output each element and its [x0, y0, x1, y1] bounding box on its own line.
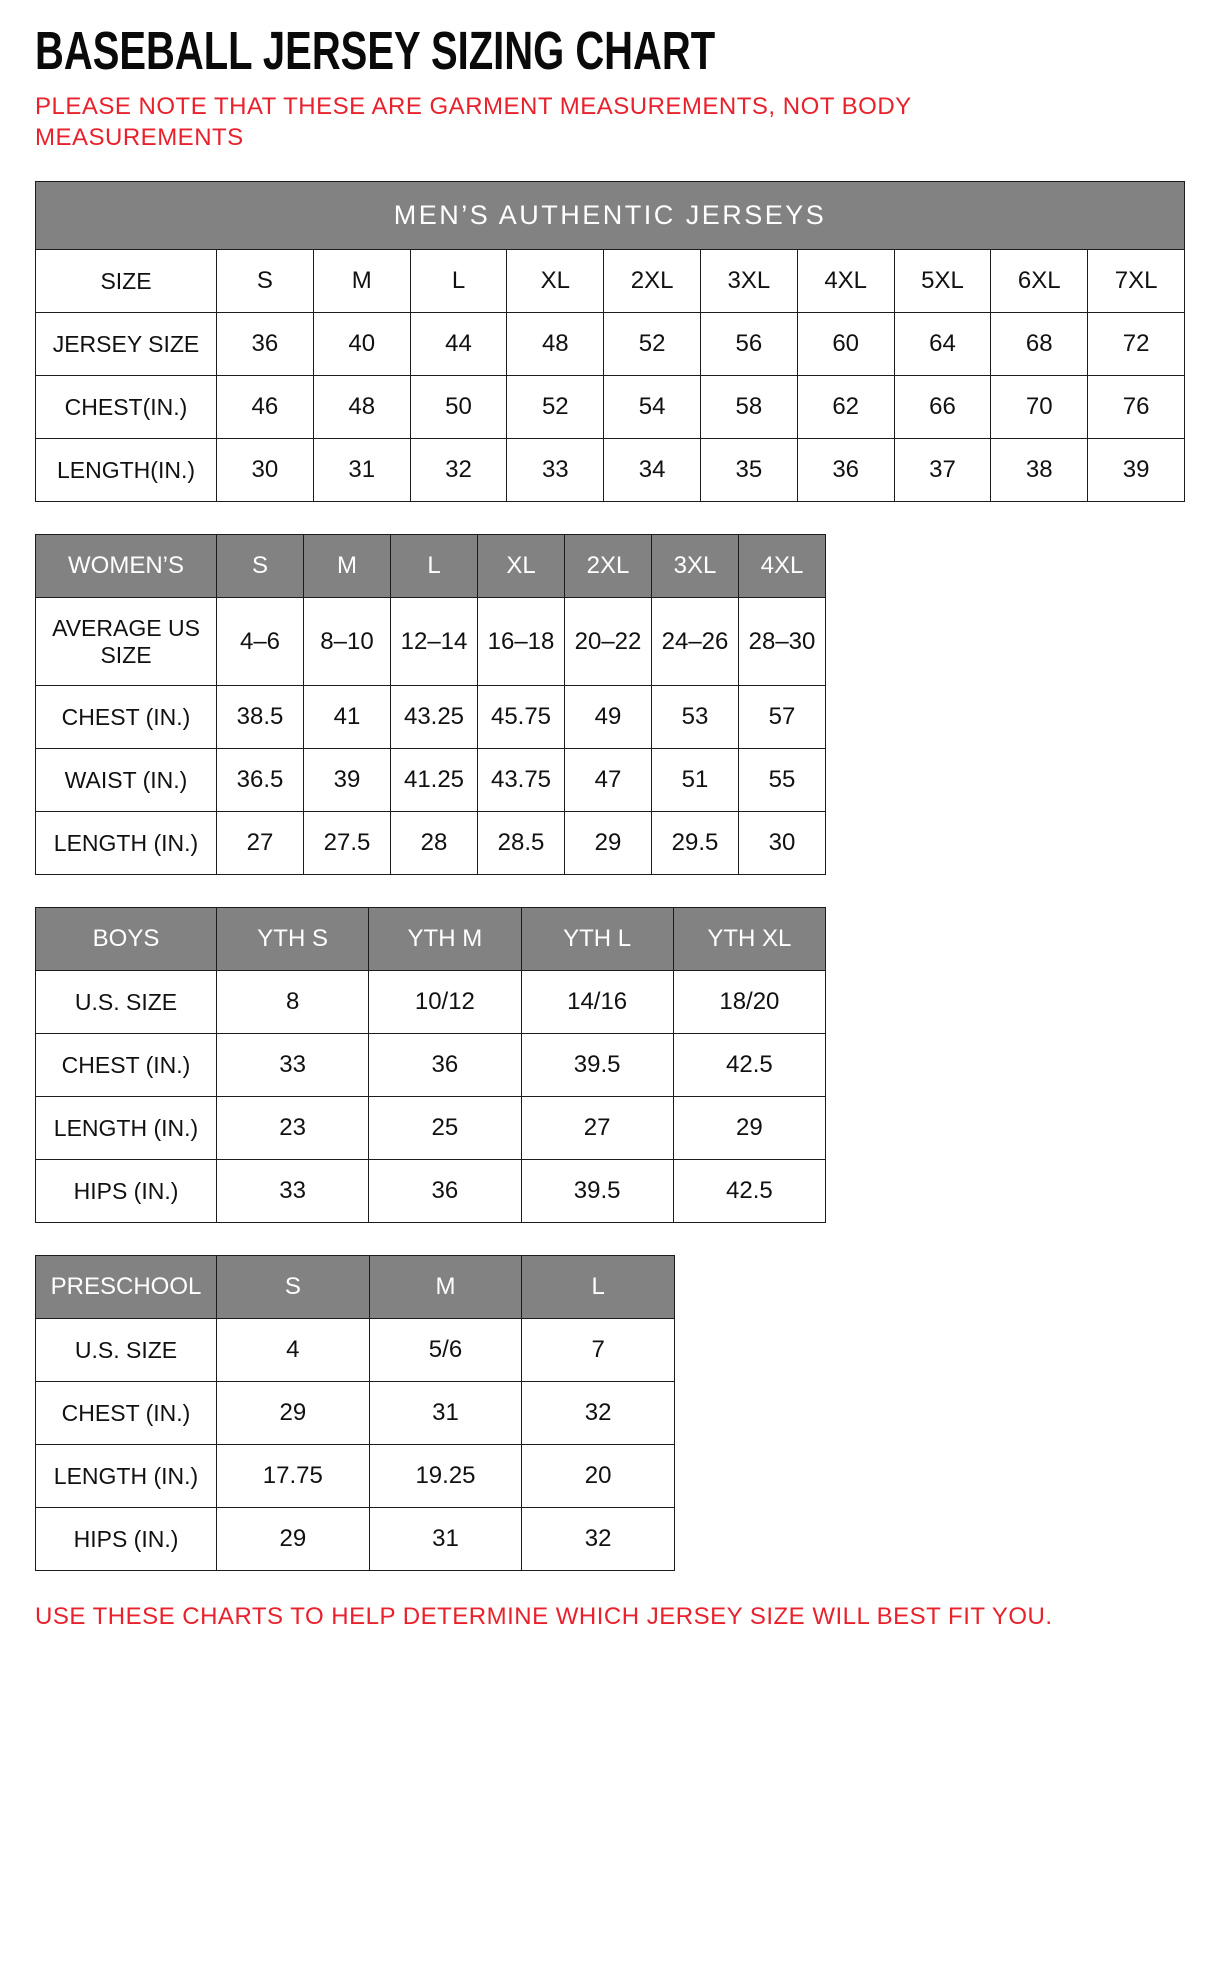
column-header: YTH XL [673, 908, 825, 971]
column-header: 2XL [565, 535, 652, 598]
table-cell: 52 [507, 376, 604, 439]
table-cell: 40 [313, 313, 410, 376]
table-cell: L [410, 250, 507, 313]
table-row [36, 1097, 826, 1160]
row-label: WAIST (IN.) [36, 749, 217, 812]
table-cell: 6XL [991, 250, 1088, 313]
womens-header-label: WOMEN’S [36, 535, 217, 598]
table-cell: 5/6 [369, 1319, 522, 1382]
table-cell: 28–30 [739, 598, 826, 686]
table-cell: 72 [1088, 313, 1185, 376]
table-row [36, 1034, 826, 1097]
boys-sizing-table [35, 907, 826, 1223]
preschool-header-row [36, 1256, 675, 1319]
table-cell: 4 [217, 1319, 370, 1382]
table-cell: 36 [369, 1034, 521, 1097]
table-cell: 24–26 [652, 598, 739, 686]
table-cell: 36 [217, 313, 314, 376]
column-header: M [369, 1256, 522, 1319]
table-cell: 50 [410, 376, 507, 439]
table-cell: 5XL [894, 250, 991, 313]
table-cell: 42.5 [673, 1160, 825, 1223]
boys-header-row [36, 908, 826, 971]
table-cell: 38.5 [217, 686, 304, 749]
column-header: L [522, 1256, 675, 1319]
row-label: AVERAGE US SIZE [36, 598, 217, 686]
row-label: LENGTH(IN.) [36, 439, 217, 502]
table-cell: 52 [604, 313, 701, 376]
table-cell: 27.5 [304, 812, 391, 875]
mens-table-title: MEN’S AUTHENTIC JERSEYS [36, 182, 1185, 250]
table-cell: 7 [522, 1319, 675, 1382]
row-label: CHEST(IN.) [36, 376, 217, 439]
row-label: LENGTH (IN.) [36, 1445, 217, 1508]
table-cell: 28.5 [478, 812, 565, 875]
table-cell: 43.75 [478, 749, 565, 812]
table-cell: 33 [507, 439, 604, 502]
womens-sizing-table [35, 534, 826, 875]
row-label: CHEST (IN.) [36, 1034, 217, 1097]
table-row [36, 812, 826, 875]
table-cell: 43.25 [391, 686, 478, 749]
table-cell: 66 [894, 376, 991, 439]
table-cell: 76 [1088, 376, 1185, 439]
column-header: 4XL [739, 535, 826, 598]
table-cell: 41.25 [391, 749, 478, 812]
column-header: 3XL [652, 535, 739, 598]
column-header: L [391, 535, 478, 598]
table-cell: 60 [797, 313, 894, 376]
table-cell: 16–18 [478, 598, 565, 686]
table-cell: 10/12 [369, 971, 521, 1034]
table-cell: 31 [369, 1508, 522, 1571]
table-cell: 70 [991, 376, 1088, 439]
table-cell: 56 [700, 313, 797, 376]
table-row [36, 971, 826, 1034]
table-cell: 58 [700, 376, 797, 439]
table-cell: 8 [217, 971, 369, 1034]
preschool-header-label: PRESCHOOL [36, 1256, 217, 1319]
column-header: S [217, 535, 304, 598]
table-cell: S [217, 250, 314, 313]
column-header: M [304, 535, 391, 598]
mens-title-row [36, 182, 1185, 250]
table-cell: 14/16 [521, 971, 673, 1034]
table-row [36, 1319, 675, 1382]
table-cell: 3XL [700, 250, 797, 313]
row-label: U.S. SIZE [36, 1319, 217, 1382]
table-cell: 29 [565, 812, 652, 875]
table-cell: 7XL [1088, 250, 1185, 313]
table-cell: 36 [797, 439, 894, 502]
row-label: HIPS (IN.) [36, 1160, 217, 1223]
table-cell: 34 [604, 439, 701, 502]
table-cell: 31 [369, 1382, 522, 1445]
table-cell: 2XL [604, 250, 701, 313]
table-cell: 68 [991, 313, 1088, 376]
table-row [36, 1508, 675, 1571]
table-cell: 41 [304, 686, 391, 749]
table-cell: 31 [313, 439, 410, 502]
table-cell: 8–10 [304, 598, 391, 686]
table-cell: 62 [797, 376, 894, 439]
mens-sizing-table [35, 181, 1185, 502]
table-cell: 32 [522, 1508, 675, 1571]
table-cell: 20–22 [565, 598, 652, 686]
table-cell: 27 [217, 812, 304, 875]
page-title [35, 21, 1185, 81]
table-row [36, 749, 826, 812]
table-cell: 39 [304, 749, 391, 812]
table-cell: 42.5 [673, 1034, 825, 1097]
page-title-text: BASEBALL JERSEY SIZING CHART [35, 21, 716, 81]
column-header: S [217, 1256, 370, 1319]
table-cell: 27 [521, 1097, 673, 1160]
table-cell: 35 [700, 439, 797, 502]
table-cell: 44 [410, 313, 507, 376]
row-label: HIPS (IN.) [36, 1508, 217, 1571]
table-cell: 37 [894, 439, 991, 502]
table-cell: 45.75 [478, 686, 565, 749]
row-label: CHEST (IN.) [36, 686, 217, 749]
table-cell: 4XL [797, 250, 894, 313]
column-header: YTH L [521, 908, 673, 971]
table-cell: 48 [507, 313, 604, 376]
table-cell: 55 [739, 749, 826, 812]
row-label: JERSEY SIZE [36, 313, 217, 376]
table-cell: 4–6 [217, 598, 304, 686]
table-cell: 57 [739, 686, 826, 749]
table-cell: 39.5 [521, 1160, 673, 1223]
table-row [36, 1382, 675, 1445]
table-cell: 33 [217, 1034, 369, 1097]
table-row [36, 250, 1185, 313]
table-cell: 39 [1088, 439, 1185, 502]
table-row [36, 313, 1185, 376]
boys-header-label: BOYS [36, 908, 217, 971]
table-cell: 30 [739, 812, 826, 875]
table-cell: 47 [565, 749, 652, 812]
table-cell: 29 [217, 1382, 370, 1445]
table-cell: 32 [522, 1382, 675, 1445]
row-label: SIZE [36, 250, 217, 313]
table-cell: 19.25 [369, 1445, 522, 1508]
table-cell: XL [507, 250, 604, 313]
womens-header-row [36, 535, 826, 598]
row-label: LENGTH (IN.) [36, 812, 217, 875]
table-row [36, 598, 826, 686]
table-row [36, 1160, 826, 1223]
table-cell: 23 [217, 1097, 369, 1160]
table-row [36, 686, 826, 749]
table-row [36, 1445, 675, 1508]
table-cell: 39.5 [521, 1034, 673, 1097]
table-cell: 49 [565, 686, 652, 749]
table-cell: 48 [313, 376, 410, 439]
table-cell: 29 [217, 1508, 370, 1571]
measurement-note: PLEASE NOTE THAT THESE ARE GARMENT MEASUREMENTS, NOT BODY MEASUREMENTS [35, 93, 912, 151]
table-cell: 20 [522, 1445, 675, 1508]
row-label: U.S. SIZE [36, 971, 217, 1034]
table-cell: 12–14 [391, 598, 478, 686]
table-row [36, 439, 1185, 502]
table-cell: 25 [369, 1097, 521, 1160]
table-cell: 36 [369, 1160, 521, 1223]
table-cell: 33 [217, 1160, 369, 1223]
footer-note: USE THESE CHARTS TO HELP DETERMINE WHICH JERSEY SIZE WILL BEST FIT YOU. [35, 1603, 1053, 1631]
table-cell: 28 [391, 812, 478, 875]
table-cell: 38 [991, 439, 1088, 502]
table-cell: 64 [894, 313, 991, 376]
table-cell: 51 [652, 749, 739, 812]
table-cell: 29 [673, 1097, 825, 1160]
preschool-sizing-table [35, 1255, 675, 1571]
table-cell: 30 [217, 439, 314, 502]
row-label: CHEST (IN.) [36, 1382, 217, 1445]
table-cell: M [313, 250, 410, 313]
table-cell: 53 [652, 686, 739, 749]
table-row [36, 376, 1185, 439]
column-header: YTH M [369, 908, 521, 971]
table-cell: 46 [217, 376, 314, 439]
row-label: LENGTH (IN.) [36, 1097, 217, 1160]
table-cell: 18/20 [673, 971, 825, 1034]
table-cell: 29.5 [652, 812, 739, 875]
table-cell: 54 [604, 376, 701, 439]
table-cell: 36.5 [217, 749, 304, 812]
table-cell: 32 [410, 439, 507, 502]
column-header: YTH S [217, 908, 369, 971]
table-cell: 17.75 [217, 1445, 370, 1508]
column-header: XL [478, 535, 565, 598]
